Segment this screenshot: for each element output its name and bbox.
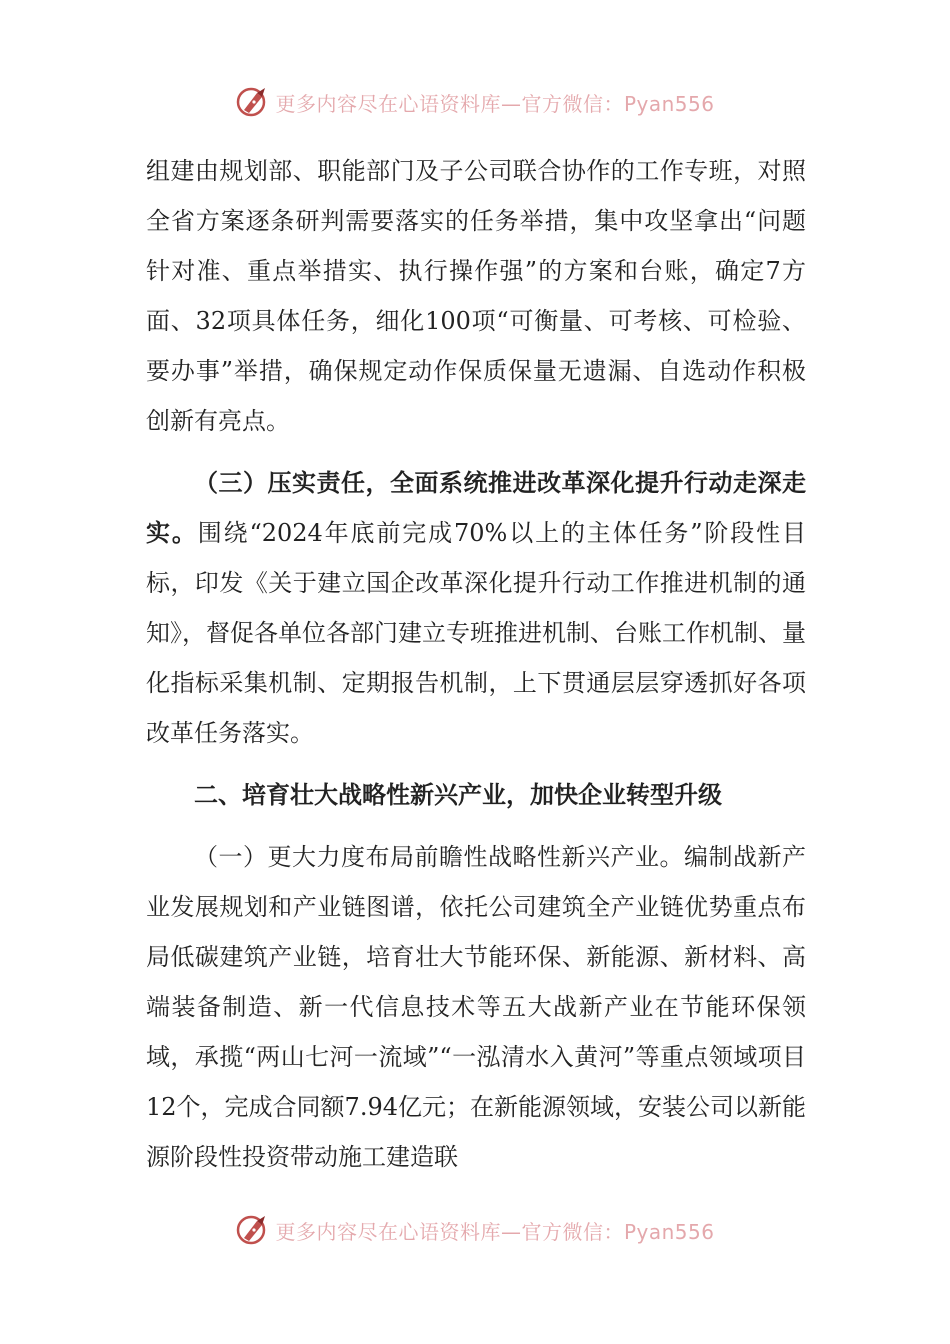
paragraph-p4 [146, 832, 806, 1182]
paragraph-gap [146, 446, 806, 458]
paragraph-p3 [146, 770, 806, 820]
paragraph-gap [146, 820, 806, 832]
paragraph-p2 [146, 458, 806, 758]
text-run: （一）更大力度布局前瞻性战略性新兴产业。编制战新产业发展规划和产业链图谱，依托公司建筑全产业链优势重点布局低碳建筑产业链，培育壮大节能环保、新能源、新材料、高端装备制造、新一代信息技术等五大战新产业在节能环保领域，承揽“两山七河一流域”“一泓清水入黄河”等重点领域项目12个，完成合同额7.94亿元；在新能源领域，安装公司以新能源阶段性投资带动施工建造联 [146, 843, 806, 1171]
text-run: 围绕“2024年底前完成70%以上的主体任务”阶段性目标，印发《关于建立国企改革深化提升行动工作推进机制的通知》，督促各单位各部门建立专班推进机制、台账工作机制、量化指标采集机制、定期报告机制，上下贯通层层穿透抓好各项改革任务落实。 [146, 519, 806, 747]
bold-text-run: （三）压实责任，全面系统推进改革深化提升行动走深走实。 [146, 468, 806, 547]
watermark-text: 更多内容尽在心语资料库—官方微信：Pyan556 [275, 91, 715, 116]
pen-nib-logo-icon [235, 84, 271, 120]
bold-text-run: 二、培育壮大战略性新兴产业，加快企业转型升级 [194, 780, 722, 809]
pen-nib-logo-icon [235, 1212, 271, 1248]
watermark-banner-top [0, 82, 950, 122]
document-body [146, 146, 806, 1182]
text-run: 组建由规划部、职能部门及子公司联合协作的工作专班，对照全省方案逐条研判需要落实的任务举措，集中攻坚拿出“问题针对准、重点举措实、执行操作强”的方案和台账，确定7方面、32项具体任务，细化100项“可衡量、可考核、可检验、要办事”举措，确保规定动作保质保量无遗漏、自选动作积极创新有亮点。 [146, 157, 806, 435]
paragraph-p1 [146, 146, 806, 446]
watermark-banner-bottom [0, 1210, 950, 1250]
watermark-text: 更多内容尽在心语资料库—官方微信：Pyan556 [275, 1219, 715, 1244]
paragraph-gap [146, 758, 806, 770]
